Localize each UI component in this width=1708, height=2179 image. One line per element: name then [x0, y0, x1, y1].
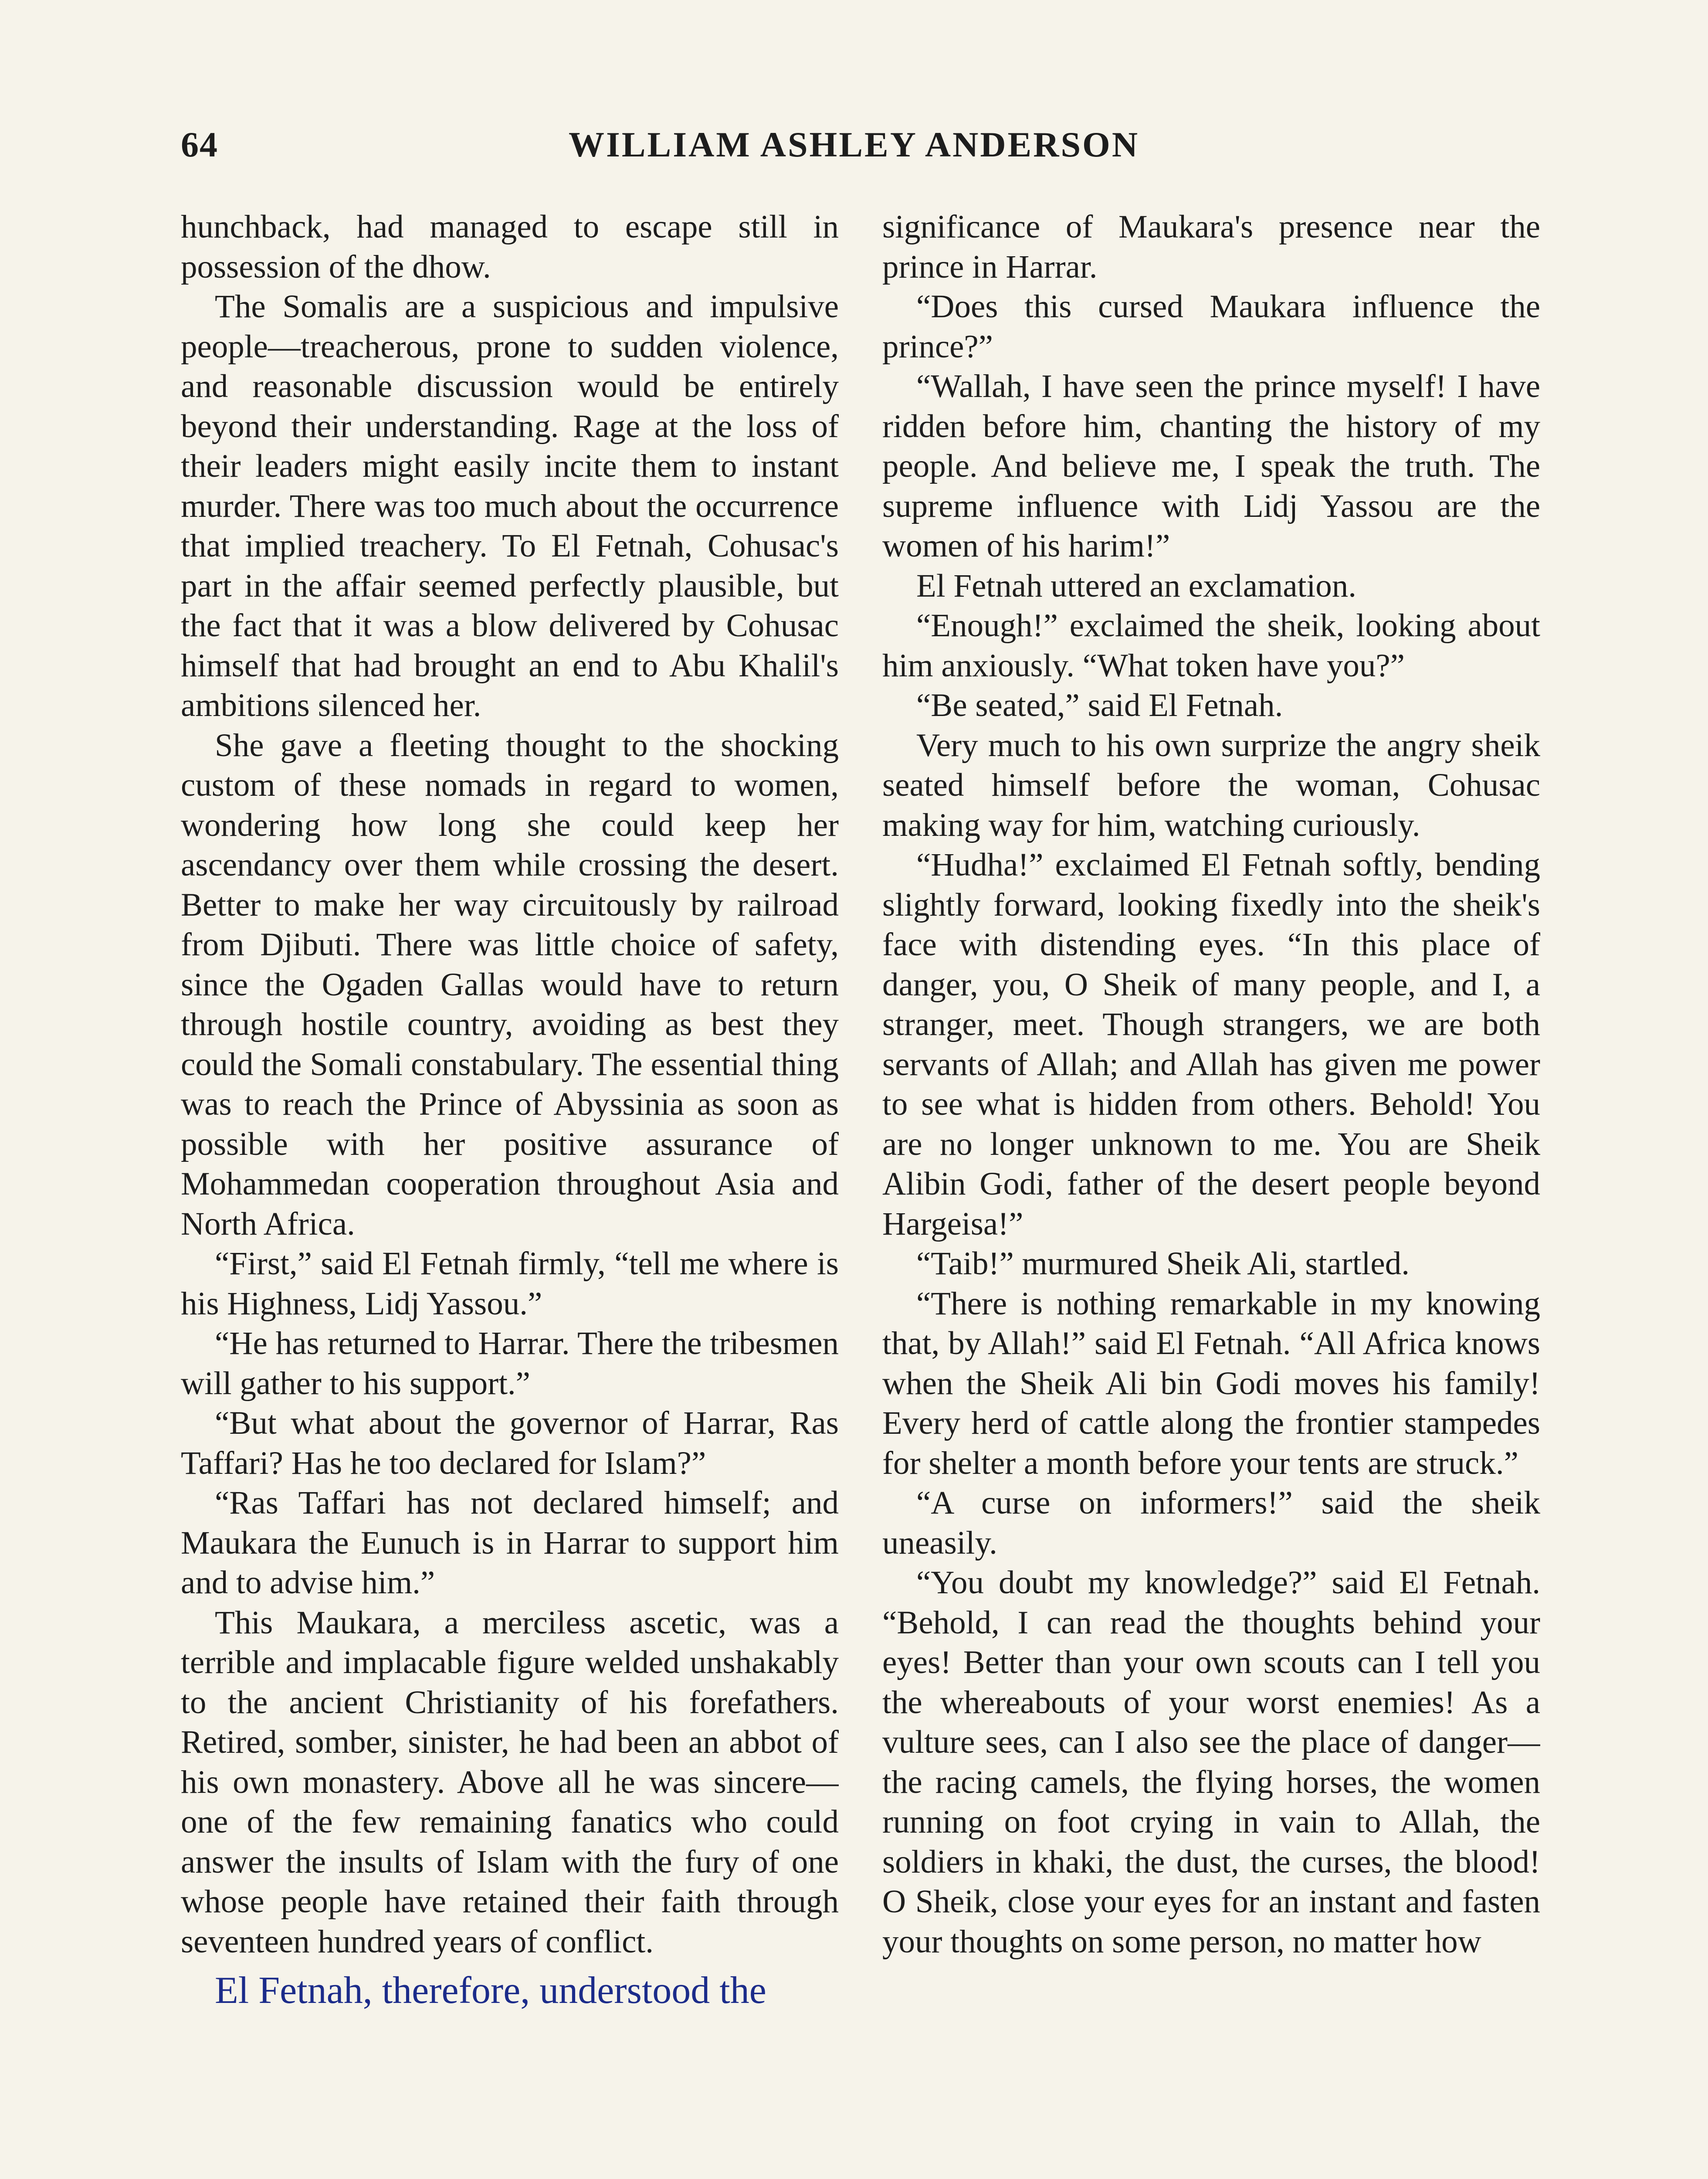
- paragraph: “Ras Taffari has not declared himself; and Maukara the Eunuch is in Harrar to support him and to advise him.”: [181, 1485, 839, 1601]
- paragraph: “First,” said El Fetnah firmly, “tell me where is his Highness, Lidj Yassou.”: [181, 1246, 839, 1322]
- paragraph: “Wallah, I have seen the prince myself! I have ridden before him, chanting the history of my people. And believe me, I speak the truth. The supreme influence with Lidj Yassou are the women of his harim!”: [882, 368, 1540, 564]
- paragraph: El Fetnah, therefore, understood the: [215, 1969, 766, 2012]
- left-column: [181, 207, 839, 2179]
- paragraph: “Does this cursed Maukara influence the prince?”: [882, 288, 1540, 365]
- paragraph: “There is nothing remarkable in my knowing that, by Allah!” said El Fetnah. “All Africa knows when the Sheik Ali bin Godi moves his family! Every herd of cattle along the frontier stampedes for shelter a month before your tents are struck.”: [882, 1285, 1540, 1481]
- paragraph: hunchback, had managed to escape still in possession of the dhow.: [181, 209, 839, 285]
- page-number: 64: [181, 125, 218, 164]
- page-header: [0, 124, 1708, 172]
- paragraph: “But what about the governor of Harrar, Ras Taffari? Has he too declared for Islam?”: [181, 1405, 839, 1481]
- paragraph: El Fetnah uttered an exclamation.: [916, 567, 1357, 604]
- paragraph: “Be seated,” said El Fetnah.: [916, 687, 1283, 723]
- running-head: WILLIAM ASHLEY ANDERSON: [568, 125, 1140, 164]
- paragraph: She gave a fleeting thought to the shocking custom of these nomads in regard to women, wondering how long she could keep her ascendancy over them while crossing the desert. Better to make her way circuitously by railroad from Djibuti. There was little choice of safety, since the Ogaden Gallas would have to return through hostile country, avoiding as best they could the Somali constabulary. The essential thing was to reach the Prince of Abyssinia as soon as possible with her positive assurance of Mohammedan cooperation throughout Asia and North Africa.: [181, 727, 839, 1242]
- paragraph: “He has returned to Harrar. There the tribesmen will gather to his support.”: [181, 1325, 839, 1402]
- paragraph: “Enough!” exclaimed the sheik, looking about him anxiously. “What token have you?”: [882, 608, 1540, 684]
- paragraph: “You doubt my knowledge?” said El Fetnah. “Behold, I can read the thoughts behind your eyes! Better than your own scouts can I tell you the whereabouts of your worst enemies! As a vulture sees, can I also see the place of danger—the racing camels, the flying horses, the women running on foot crying in vain to Allah, the soldiers in khaki, the dust, the curses, the blood! O Sheik, close your eyes for an instant and fasten your thoughts on some person, no matter how: [882, 1565, 1540, 1960]
- paragraph: significance of Maukara's presence near the prince in Harrar.: [882, 209, 1540, 285]
- paragraph: “Taib!” murmured Sheik Ali, startled.: [916, 1246, 1410, 1282]
- paragraph: The Somalis are a suspicious and impulsive people—treacherous, prone to sudden violence, and reasonable discussion would be entirely beyond their understanding. Rage at the loss of their leaders might easily incite them to instant murder. There was too much about the occurrence that implied treachery. To El Fetnah, Cohusac's part in the affair seemed perfectly plausible, but the fact that it was a blow delivered by Cohusac himself that had brought an end to Abu Khalil's ambitions silenced her.: [181, 288, 839, 723]
- paragraph: “A curse on informers!” said the sheik uneasily.: [882, 1485, 1540, 1561]
- paragraph: This Maukara, a merciless ascetic, was a terrible and implacable figure welded unshakably to the ancient Christianity of his forefathers. Retired, somber, sinister, he had been an abbot of his own monastery. Above all he was sincere—one of the few remaining fanatics who could answer the insults of Islam with the fury of one whose people have retained their faith through seventeen hundred years of conflict.: [181, 1604, 839, 1960]
- paragraph: Very much to his own surprize the angry sheik seated himself before the woman, Cohusac making way for him, watching curiously.: [882, 727, 1540, 843]
- right-column: [882, 207, 1540, 2179]
- paragraph: “Hudha!” exclaimed El Fetnah softly, bending slightly forward, looking fixedly into the sheik's face with distending eyes. “In this place of danger, you, O Sheik of many people, and I, a stranger, meet. Though strangers, we are both servants of Allah; and Allah has given me power to see what is hidden from others. Behold! You are no longer unknown to me. You are Sheik Alibin Godi, father of the desert people beyond Hargeisa!”: [882, 847, 1540, 1242]
